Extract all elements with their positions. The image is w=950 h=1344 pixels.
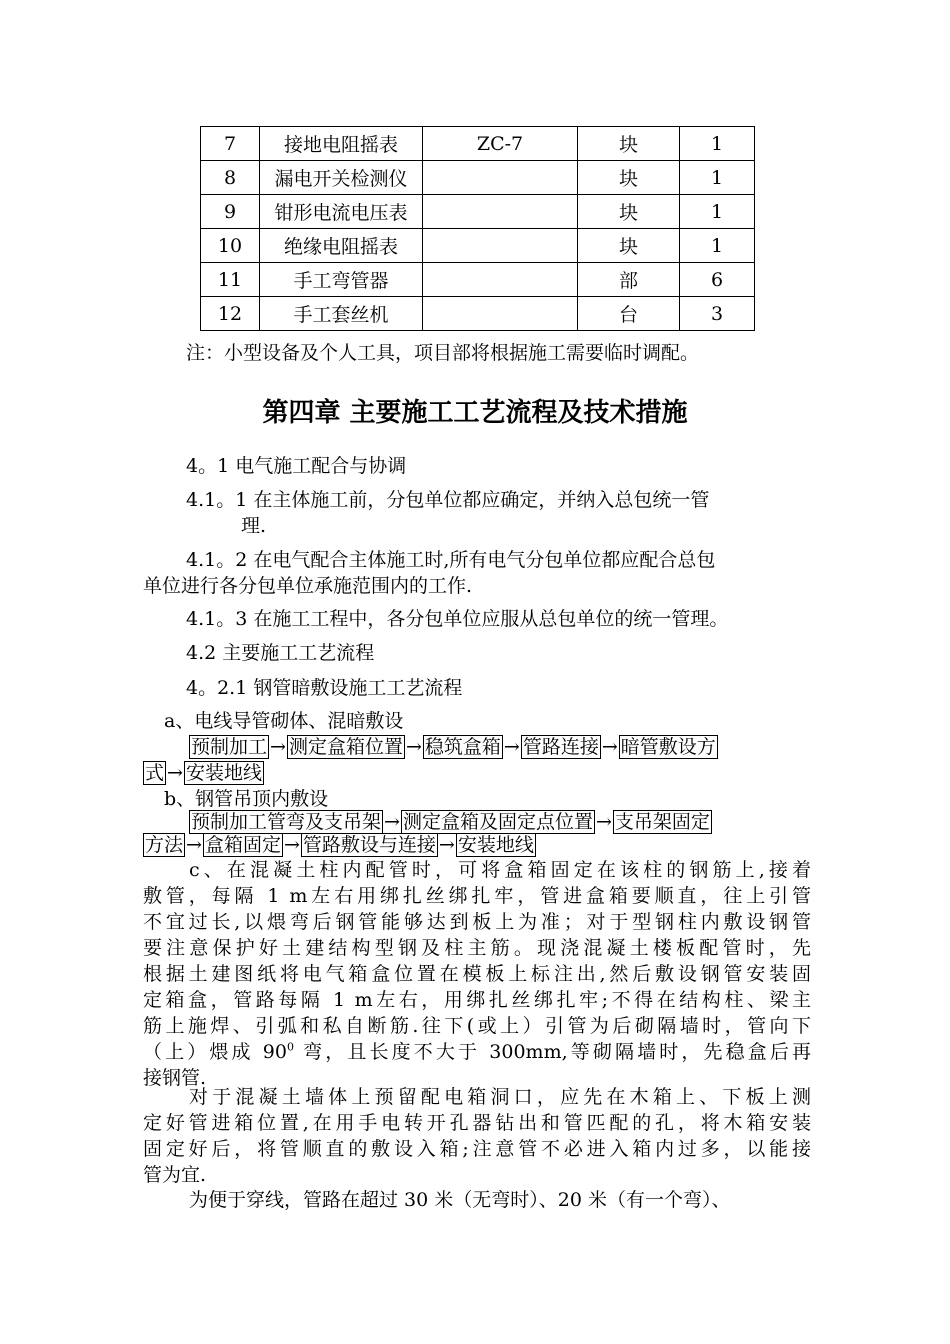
table-row: [201, 161, 755, 195]
paragraph-line: c、在混凝土柱内配管时，可将盒箱固定在该柱的钢筋上,接着: [189, 859, 811, 881]
table-note: 注：小型设备及个人工具，项目部将根据施工需要临时调配。: [186, 342, 700, 364]
clause-4-1-1: 4.1。1 在主体施工前，分包单位都应确定，并纳入总包统一管: [186, 489, 710, 511]
cell-model: [423, 229, 578, 263]
arrow-icon: →: [270, 736, 286, 758]
cell-name: 漏电开关检测仪: [260, 161, 423, 195]
section-heading-4-2-1: 4。2.1 钢管暗敷设施工工艺流程: [186, 677, 463, 699]
cell-name: 钳形电流电压表: [260, 195, 423, 229]
paragraph-line: 管为宜.: [143, 1164, 207, 1186]
flow-step: 暗管敷设方: [620, 736, 716, 758]
cell-name: 手工套丝机: [260, 297, 423, 331]
arrow-icon: →: [503, 736, 520, 758]
table-row: [201, 297, 755, 331]
flow-step: 管路连接: [522, 736, 599, 758]
flow-b-line2: [143, 832, 536, 858]
paragraph-c: [143, 857, 811, 1091]
clause-4-1-2-cont: 单位进行各分包单位承施范围内的工作.: [143, 575, 473, 597]
cell-number: 9: [201, 195, 260, 229]
cell-number: 10: [201, 229, 260, 263]
flow-step: 支吊架固定: [614, 811, 710, 833]
flow-step: 管路敷设与连接: [302, 834, 436, 856]
flow-step: 式: [145, 762, 165, 784]
arrow-icon: →: [384, 811, 400, 833]
flow-step: 预制加工: [191, 736, 268, 758]
cell-quantity: 1: [680, 127, 755, 161]
arrow-icon: →: [186, 834, 202, 856]
paragraph-line: 固定好后，将管顺直的敷设入箱;注意管不必进入箱内过多，以能接: [143, 1138, 811, 1160]
cell-quantity: 1: [680, 229, 755, 263]
flow-a-line2: [143, 760, 264, 786]
arrow-icon: →: [167, 762, 183, 784]
arrow-icon: →: [405, 736, 422, 758]
paragraph-line: 定好管进箱位置,在用手电转开孔器钻出和管匹配的孔，将木箱安装: [143, 1112, 811, 1134]
cell-model: [423, 297, 578, 331]
table-row: [201, 229, 755, 263]
paragraph-line: 敷管，每隔 1 m左右用绑扎丝绑扎牢，管进盒箱要顺直，往上引管: [143, 885, 811, 907]
cell-unit: 块: [578, 195, 680, 229]
paragraph-line: 为便于穿线，管路在超过 30 米（无弯时）、20 米（有一个弯）、: [189, 1189, 731, 1211]
cell-unit: 块: [578, 161, 680, 195]
table-row: [201, 263, 755, 297]
paragraph-e: [143, 1187, 811, 1213]
equipment-table: [200, 126, 755, 331]
cell-quantity: 1: [680, 195, 755, 229]
flow-step: 预制加工管弯及支吊架: [191, 811, 382, 833]
paragraph-line: 不宜过长,以煨弯后钢管能够达到板上为准；对于型钢柱内敷设钢管: [143, 911, 811, 933]
paragraph-line: 对于混凝土墙体上预留配电箱洞口，应先在木箱上、下板上测: [189, 1086, 811, 1108]
flow-step: 方法: [145, 834, 184, 856]
cell-model: ZC-7: [423, 127, 578, 161]
cell-number: 12: [201, 297, 260, 331]
cell-model: [423, 195, 578, 229]
section-heading-4-1: 4。1 电气施工配合与协调: [186, 455, 407, 477]
flow-step: 测定盒箱位置: [288, 736, 403, 758]
table-row: [201, 195, 755, 229]
arrow-icon: →: [283, 834, 300, 856]
paragraph-line: 要注意保护好土建结构型钢及柱主筋。现浇混凝土楼板配管时，先: [143, 937, 811, 959]
chapter-title: 第四章 主要施工工艺流程及技术措施: [262, 398, 688, 428]
arrow-icon: →: [595, 811, 612, 833]
clause-4-1-3: 4.1。3 在施工工程中，各分包单位应服从总包单位的统一管理。: [186, 608, 729, 630]
flow-a-title: a、电线导管砌体、混暗敷设: [164, 710, 404, 732]
cell-unit: 块: [578, 127, 680, 161]
cell-model: [423, 161, 578, 195]
cell-unit: 台: [578, 297, 680, 331]
paragraph-line: 接钢管.: [143, 1067, 207, 1089]
cell-unit: 块: [578, 229, 680, 263]
table-row: [201, 127, 755, 161]
paragraph-line: 定箱盒，管路每隔 1 m左右，用绑扎丝绑扎牢;不得在结构柱、梁主: [143, 989, 811, 1011]
cell-number: 11: [201, 263, 260, 297]
flow-step: 安装地线: [457, 834, 534, 856]
flow-step: 测定盒箱及固定点位置: [402, 811, 593, 833]
paragraph-d: [143, 1084, 811, 1188]
cell-quantity: 1: [680, 161, 755, 195]
cell-number: 7: [201, 127, 260, 161]
arrow-icon: →: [438, 834, 455, 856]
flow-step: 稳筑盒箱: [424, 736, 501, 758]
clause-4-1-1-cont: 理.: [241, 515, 267, 537]
flow-step: 盒箱固定: [204, 834, 281, 856]
flow-step: 安装地线: [185, 762, 262, 784]
section-heading-4-2: 4.2 主要施工工艺流程: [186, 642, 375, 664]
cell-name: 手工弯管器: [260, 263, 423, 297]
cell-name: 绝缘电阻摇表: [260, 229, 423, 263]
flow-b-title: b、钢管吊顶内敷设: [164, 788, 329, 810]
cell-name: 接地电阻摇表: [260, 127, 423, 161]
paragraph-line: 根据土建图纸将电气箱盒位置在模板上标注出,然后敷设钢管安装固: [143, 963, 811, 985]
cell-model: [423, 263, 578, 297]
clause-4-1-2: 4.1。2 在电气配合主体施工时,所有电气分包单位都应配合总包: [186, 549, 716, 571]
arrow-icon: →: [601, 736, 618, 758]
flow-a-line1: [189, 734, 718, 760]
cell-unit: 部: [578, 263, 680, 297]
paragraph-line: （上）煨成 $90^0$ 弯，且长度不大于 300mm,等砌隔墙时，先稳盒后再: [143, 1040, 811, 1063]
cell-quantity: 3: [680, 297, 755, 331]
cell-number: 8: [201, 161, 260, 195]
cell-quantity: 6: [680, 263, 755, 297]
paragraph-line: 筋上施焊、引弧和私自断筋.往下(或上）引管为后砌隔墙时，管向下: [143, 1015, 811, 1037]
